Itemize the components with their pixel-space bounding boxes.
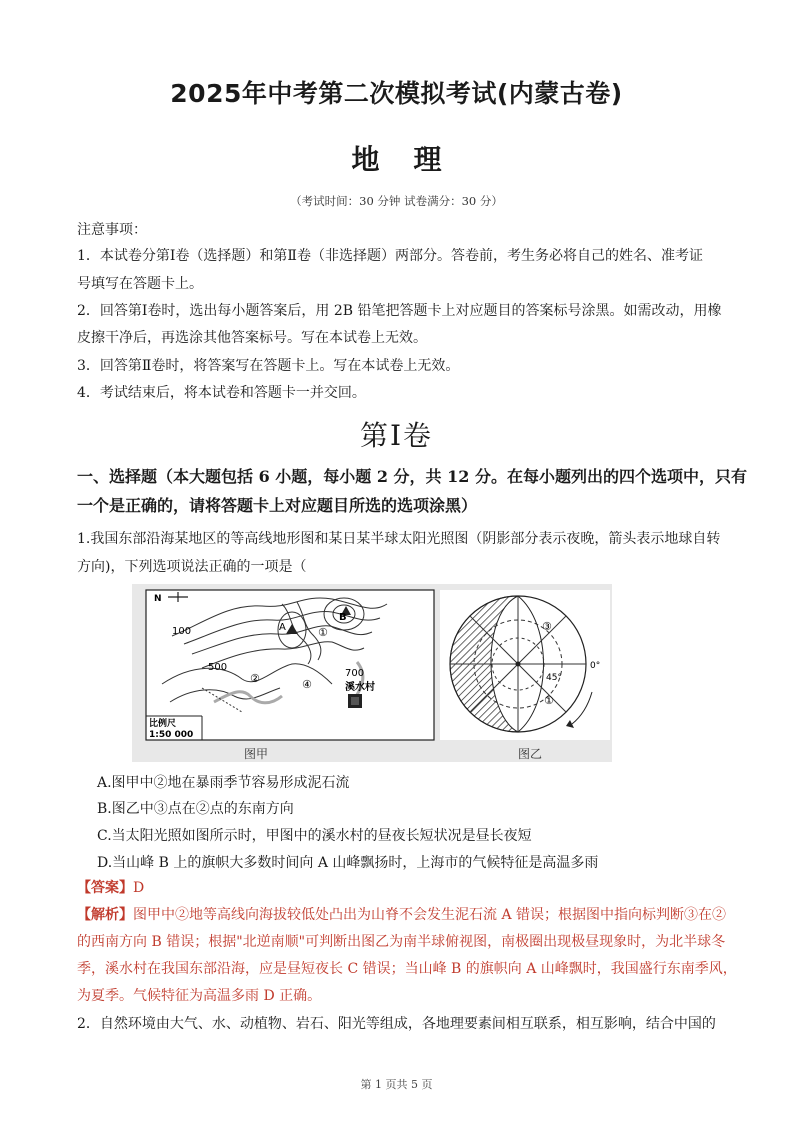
- option-a: A.图甲中②地在暴雨季节容易形成泥石流: [97, 775, 350, 791]
- analysis-line: 为夏季。气候特征为高温多雨 D 正确。: [77, 988, 322, 1004]
- sunlight-diagram: [440, 590, 610, 740]
- point-marker: ③: [542, 620, 552, 633]
- subject-title: 地理: [351, 143, 476, 176]
- question-1-figure: [132, 584, 612, 762]
- notice-line: 4．考试结束后，将本试卷和答题卡一并交回。: [77, 385, 366, 401]
- point-marker: ①: [318, 626, 328, 639]
- notice-heading: 注意事项：: [77, 222, 147, 238]
- figure-b-caption: 图乙: [518, 747, 543, 761]
- point-marker: ①: [544, 694, 554, 707]
- analysis-line: 的西南方向 B 错误；根据"北逆南顺"可判断出图乙为南半球俯视图，南极圈出现极昼现象时，为北半球冬: [77, 934, 726, 950]
- answer-value: D: [133, 880, 145, 896]
- contour-label: 100: [172, 626, 192, 637]
- analysis-line: [77, 906, 727, 924]
- notice-line: 2．回答第Ⅰ卷时，选出每小题答案后，用 2B 铅笔把答题卡上对应题目的答案标号涂黑。如需改动，用橡: [77, 303, 722, 319]
- notice-line: 3．回答第Ⅱ卷时，将答案写在答题卡上。写在本试卷上无效。: [77, 358, 460, 374]
- answer-label: 【答案】: [77, 880, 133, 896]
- section-title: 第Ⅰ卷: [359, 419, 434, 452]
- peak-a-label: A: [279, 622, 286, 633]
- point-marker: ②: [250, 672, 260, 685]
- page-number: 第 1 页共 5 页: [360, 1078, 433, 1091]
- question-2-stem: 2．自然环境由大气、水、动植物、岩石、阳光等组成，各地理要素间相互联系，相互影响，结合中国的: [77, 1016, 716, 1032]
- exam-title: 2025年中考第二次模拟考试(内蒙古卷): [170, 79, 623, 108]
- peak-b-label: B: [339, 612, 347, 623]
- figure-svg: [132, 584, 612, 762]
- section-instruction: 一个是正确的，请将答题卡上对应题目所选的选项涂黑）: [77, 496, 478, 515]
- notice-line: 号填写在答题卡上。: [77, 276, 203, 292]
- question-1-stem: 方向)，下列选项说法正确的一项是（: [77, 559, 307, 575]
- option-b: B.图乙中③点在②点的东南方向: [97, 801, 294, 817]
- contour-map: [146, 590, 434, 740]
- option-d: D.当山峰 B 上的旗帜大多数时间向 A 山峰飘扬时，上海市的气候特征是高温多雨: [97, 855, 599, 871]
- north-label: N: [154, 594, 162, 604]
- notice-line: 1．本试卷分第Ⅰ卷（选择题）和第Ⅱ卷（非选择题）两部分。答卷前，考生务必将自己的姓名、准考证: [77, 248, 703, 264]
- contour-label: 700: [345, 668, 365, 679]
- analysis-label: 【解析】: [77, 907, 133, 923]
- scale-value: 1:50 000: [149, 730, 194, 740]
- angle-label: 45°: [546, 673, 562, 683]
- exam-info: （考试时间：30 分钟 试卷满分：30 分）: [290, 194, 503, 208]
- analysis-line: 季，溪水村在我国东部沿海，应是昼短夜长 C 错误；当山峰 B 的旗帜向 A 山峰飘时，我国盛行东南季风，: [77, 961, 737, 977]
- answer-line: [77, 879, 722, 897]
- notice-line: 皮擦干净后，再选涂其他答案标号。写在本试卷上无效。: [77, 330, 427, 346]
- village-label: 溪水村: [345, 682, 375, 693]
- option-c: C.当太阳光照如图所示时，甲图中的溪水村的昼夜长短状况是昼长夜短: [97, 828, 532, 844]
- longitude-label: 0°: [590, 661, 601, 671]
- analysis-text: 图甲中②地等高线向海拔较低处凸出为山脊不会发生泥石流 A 错误；根据图中指向标判断③在②: [133, 907, 727, 923]
- point-marker: ④: [302, 678, 312, 691]
- contour-label: 500: [208, 662, 228, 673]
- figure-a-caption: 图甲: [244, 747, 269, 761]
- scale-label: 比例尺: [149, 719, 177, 729]
- question-1-stem: 1.我国东部沿海某地区的等高线地形图和某日某半球太阳光照图（阴影部分表示夜晚，箭头表示地球自转: [77, 531, 721, 547]
- section-instruction: 一、选择题（本大题包括 6 小题，每小题 2 分，共 12 分。在每小题列出的四个选项中，只有: [77, 467, 747, 486]
